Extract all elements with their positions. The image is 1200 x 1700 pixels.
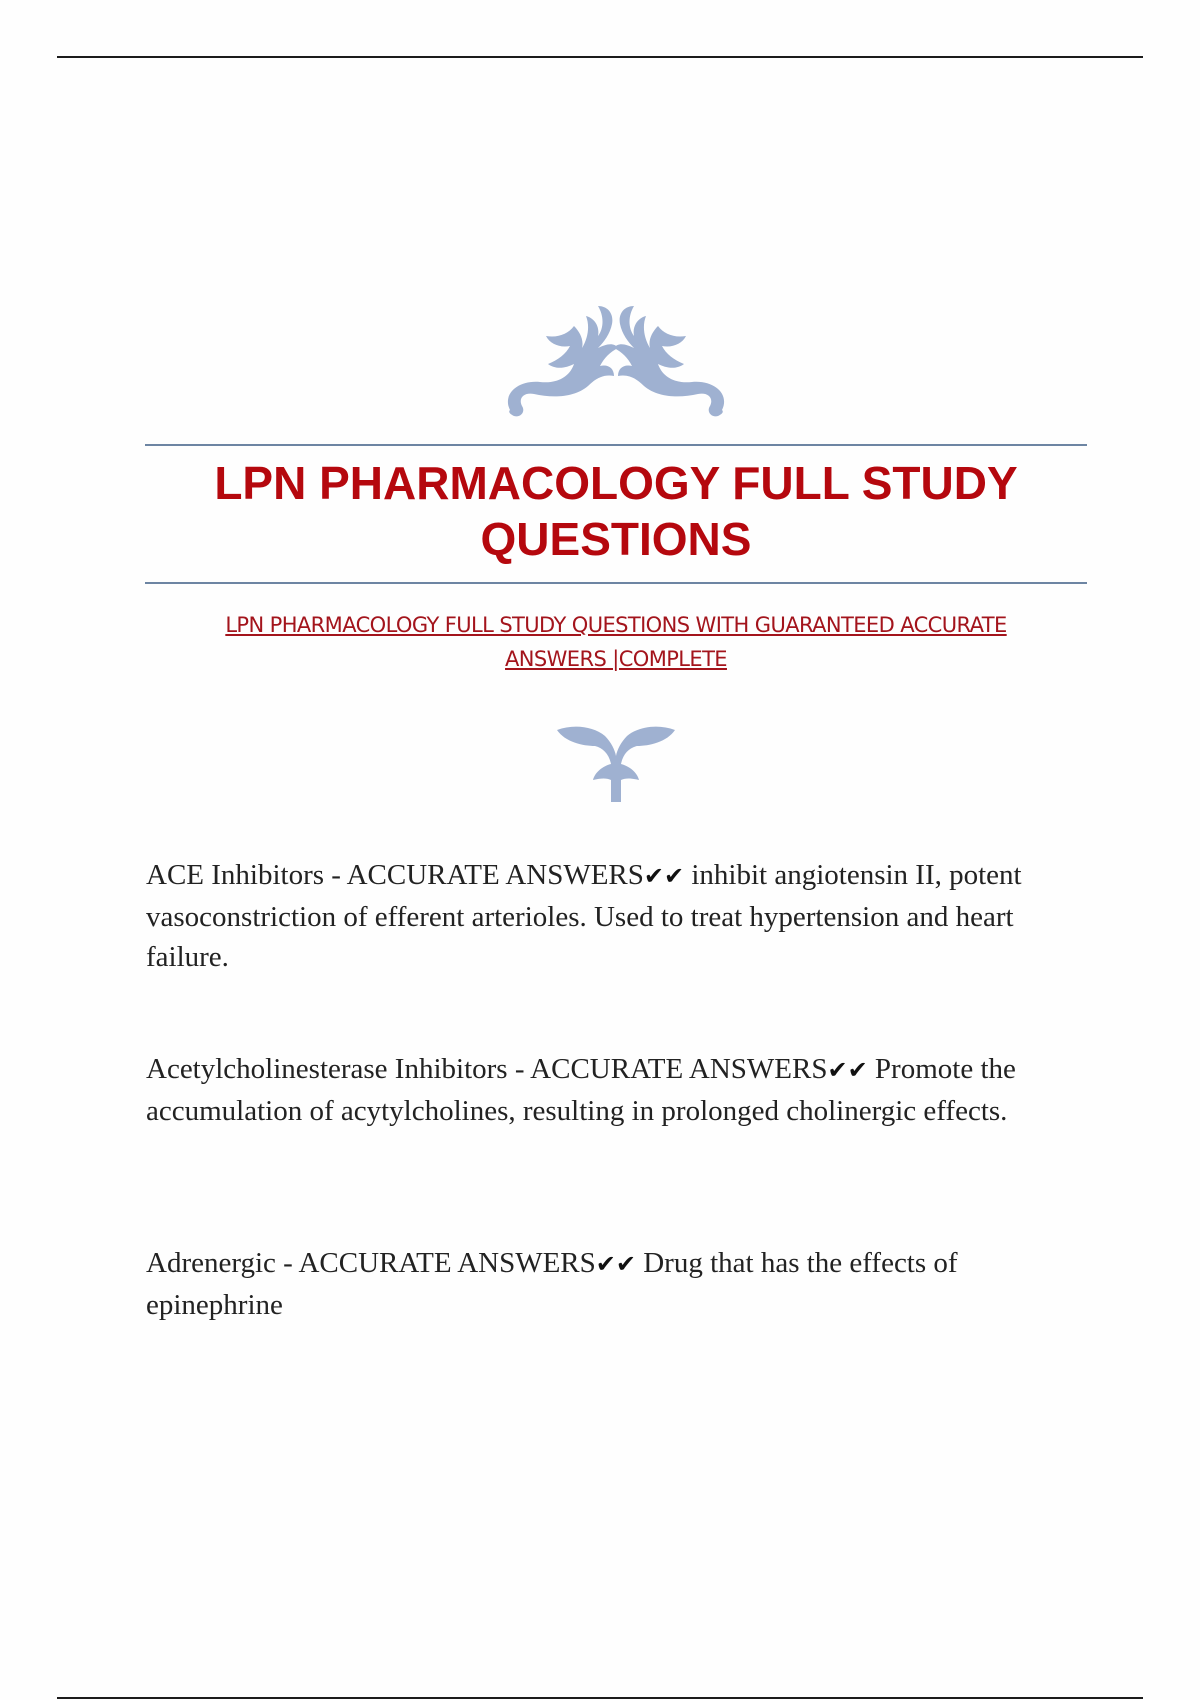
document-title	[145, 455, 1087, 567]
page-bottom-rule	[57, 1697, 1143, 1699]
subtitle-line-2: ANSWERS |COMPLETE	[505, 647, 727, 671]
subtitle-line-1: LPN PHARMACOLOGY FULL STUDY QUESTIONS WITH GUARANTEED ACCURATE	[225, 613, 1007, 637]
qa-item: ACE Inhibitors - ACCURATE ANSWERS✔✔ inhibit angiotensin II, potent vasoconstriction of efferent arterioles. Used to treat hypertension and heart failure.	[146, 859, 1022, 973]
floral-flourish-icon	[500, 298, 732, 424]
qa-answer-label: ACCURATE ANSWERS	[298, 1247, 596, 1279]
qa-answer-label: ACCURATE ANSWERS	[530, 1053, 828, 1085]
double-checkmark-icon: ✔✔	[827, 1056, 868, 1084]
double-checkmark-icon: ✔✔	[595, 1250, 636, 1278]
qa-answer-label: ACCURATE ANSWERS	[346, 859, 644, 891]
qa-answer: Promote the accumulation of acytylcholines, resulting in prolonged cholinergic effects.	[146, 1053, 1016, 1127]
qa-term: ACE Inhibitors	[146, 859, 325, 891]
qa-item: Acetylcholinesterase Inhibitors - ACCURATE ANSWERS✔✔ Promote the accumulation of acytylcholines, resulting in prolonged cholinergic effects.	[146, 1053, 1016, 1127]
title-line-1: LPN PHARMACOLOGY FULL STUDY	[214, 457, 1018, 509]
qa-answer: Drug that has the effects of epinephrine	[146, 1247, 958, 1321]
qa-term: Acetylcholinesterase Inhibitors	[146, 1053, 508, 1085]
qa-term: Adrenergic	[146, 1247, 276, 1279]
title-line-2: QUESTIONS	[480, 513, 752, 565]
double-checkmark-icon: ✔✔	[643, 862, 685, 890]
qa-item: Adrenergic - ACCURATE ANSWERS✔✔ Drug that has the effects of epinephrine	[146, 1247, 958, 1321]
title-top-rule	[145, 444, 1087, 446]
document-subtitle	[145, 608, 1087, 676]
page-top-rule	[57, 56, 1143, 58]
qa-answer: inhibit angiotensin II, potent vasoconstriction of efferent arterioles. Used to treat hypertension and heart failure.	[146, 859, 1022, 973]
fleuron-icon	[553, 720, 679, 804]
title-bottom-rule	[145, 582, 1087, 584]
